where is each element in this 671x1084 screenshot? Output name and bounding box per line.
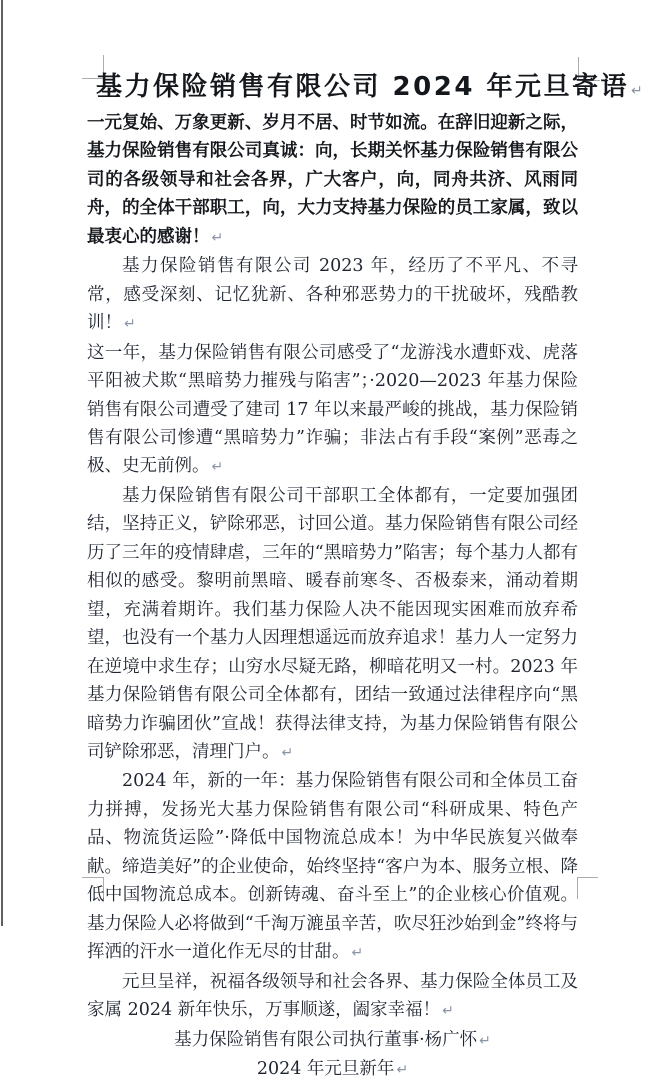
document-title-text: 基力保险销售有限公司 2024 年元旦寄语 bbox=[96, 72, 629, 102]
paragraph-text: 一元复始、万象更新、岁月不居、时节如流。在辞旧迎新之际，基力保险销售有限公司真诚：向，长期关怀基力保险销售有限公司的各级领导和社会各界，广大客户，向，同舟共济、风雨同舟，的全体干部职工，向，大力支持基力保险的员工家属，致以最衷心的感谢！ bbox=[87, 113, 578, 247]
paragraph-text: 基力保险销售有限公司 2023 年，经历了不平凡、不寻常，感受深刻、记忆犹新、各种邪恶势力的干扰破坏，残酷教训！ bbox=[87, 256, 578, 334]
crop-mark-bottom-right bbox=[577, 877, 598, 878]
paragraph-text: 这一年，基力保险销售有限公司感受了“龙游浅水遭虾戏、虎落平阳被犬欺“黑暗势力摧残与陷害”；·2020—2023 年基力保险销售有限公司遭受了建司 17 年以来最严峻的挑战，基力保险销售有限公司惨遭“黑暗势力”诈骗；非法占有手段“案例”恶毒之极、史无前例。 bbox=[87, 342, 578, 477]
paragraph-return-mark-icon: ↵ bbox=[396, 1061, 409, 1078]
paragraph[interactable] bbox=[87, 252, 578, 338]
paragraph[interactable] bbox=[87, 767, 578, 967]
paragraph[interactable] bbox=[87, 339, 578, 482]
paragraph[interactable] bbox=[87, 968, 578, 1026]
paragraph[interactable] bbox=[87, 109, 578, 252]
paragraph[interactable] bbox=[87, 1026, 578, 1055]
paragraph-return-mark-icon: ↵ bbox=[630, 83, 643, 99]
page-edge-line bbox=[1, 0, 3, 926]
paragraph-return-mark-icon: ↵ bbox=[281, 744, 294, 761]
paragraph-return-mark-icon: ↵ bbox=[442, 1003, 454, 1020]
paragraph-return-mark-icon: ↵ bbox=[211, 459, 224, 476]
paragraph-text: 基力保险销售有限公司干部职工全体都有，一定要加强团结，坚持正义，铲除邪恶，讨回公道。基力保险销售有限公司经历了三年的疫情肆虐，三年的“黑暗势力”陷害；每个基力人都有相似的感受。黎明前黑暗、暖春前寒冬、否极泰来，涌动着期望，充满着期许。我们基力保险人决不能因现实困难而放弃希望，也没有一个基力人因理想遥远而放弃追求！基力人一定努力在逆境中求生存；山穷水尽疑无路，柳暗花明又一村。2023 年基力保险销售有限公司全体都有，团结一致通过法律程序向“黑暗势力诈骗团伙”宣战！获得法律支持，为基力保险销售有限公司铲除邪恶，清理门户。 bbox=[87, 485, 578, 762]
paragraph-return-mark-icon: ↵ bbox=[211, 229, 224, 246]
paragraph-text: 2024 年元旦新年 bbox=[256, 1058, 395, 1079]
paragraph-return-mark-icon: ↵ bbox=[351, 945, 364, 962]
document-title bbox=[87, 70, 643, 108]
paragraph-return-mark-icon: ↵ bbox=[124, 316, 136, 333]
paragraph-text: 2024 年，新的一年：基力保险销售有限公司和全体员工奋力拼搏，发扬光大基力保险销售有限公司“科研成果、特色产品、物流货运险”·降低中国物流总成本！为中华民族复兴做奉献。缔造美好”的企业使命，始终坚持“客户为本、服务立根、降低中国物流总成本。创新铸魂、奋斗至上”的企业核心价值观。基力保险人必将做到“千淘万漉虽辛苦，吹尽狂沙始到金”终将与挥洒的汗水一道化作无尽的甘甜。 bbox=[87, 771, 578, 963]
paragraph-text: 基力保险销售有限公司执行董事·杨广怀 bbox=[174, 1029, 478, 1050]
paragraph[interactable] bbox=[87, 482, 578, 768]
paragraph[interactable] bbox=[87, 1055, 578, 1084]
document-page[interactable] bbox=[87, 70, 643, 1084]
paragraph-return-mark-icon: ↵ bbox=[479, 1032, 491, 1049]
document-body bbox=[87, 109, 578, 1084]
paragraph-text: 元旦呈祥，祝福各级领导和社会各界、基力保险全体员工及家属 2024 新年快乐，万事顺遂，阖家幸福！ bbox=[87, 971, 578, 1021]
